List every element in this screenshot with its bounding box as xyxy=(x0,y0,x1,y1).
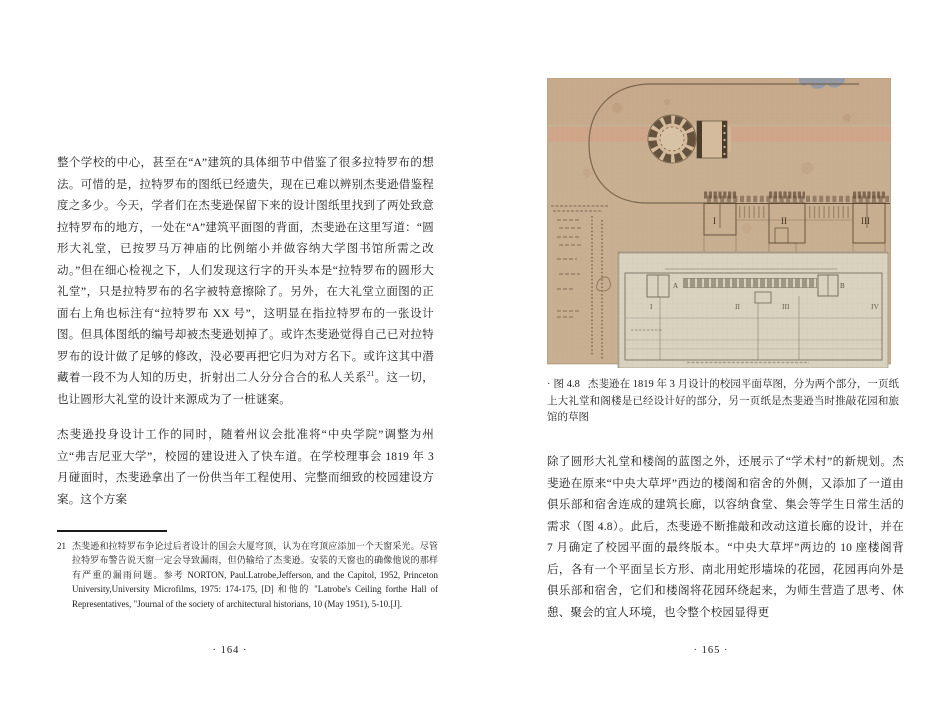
footnote xyxy=(57,539,438,612)
paragraph-2: 杰斐逊投身设计工作的同时，随着州议会批准将“中央学院”调整为州立“弗吉尼亚大学”，校园的建设进入了快车道。在学校理事会 1819 年 3 月碰面时，杰斐逊拿出了一份供当年工程使用、完整而细致的校园建设方案。这个方案 xyxy=(57,429,434,506)
section-label-2: II xyxy=(735,302,740,311)
lower-sheet-drawing xyxy=(618,252,888,368)
block-label-a: A xyxy=(673,282,679,290)
right-body-text xyxy=(547,452,904,624)
block-label-b: B xyxy=(840,282,845,290)
caption-text: 杰斐逊在 1819 年 3 月设计的校园平面草图，分为两个部分，一页纸上大礼堂和阁楼是已经设计好的部分，另一页纸是杰斐逊当时推敲花园和旅馆的草图 xyxy=(547,379,900,423)
footnote-number: 21 xyxy=(57,540,66,551)
pavilion-label-1: I xyxy=(713,216,716,226)
paragraph-right: 除了圆形大礼堂和楼阁的蓝图之外，还展示了“学术村”的新规划。杰斐逊在原来“中央大草坪”西边的楼阁和宿舍的外侧，又添加了一道由俱乐部和宿舍连成的建筑长廊，以容纳食堂、集会等学生日常生活的需求（图 4.8）。此后，杰斐逊不断推敲和改动这道长廊的设计，并在 7 月确定了校园平面的最终版本。“中央大草坪”两边的 10 座楼阁背后，各有一个平面呈长方形、南北用蛇形墙垛的花园，花园再向外是俱乐部和宿舍，它们和楼阁将花园环绕起来，为师生营造了思考、休憩、聚会的宜人环境，也令整个校园显得更 xyxy=(547,456,904,619)
section-label-3: III xyxy=(782,302,790,311)
figure-4-8 xyxy=(547,78,891,368)
paragraph-1 xyxy=(57,153,434,411)
paragraph-1-continued: 。这一切，也让圆形大礼堂的设计来源成为了一桩谜案。 xyxy=(57,372,435,406)
footnote-text: 杰斐逊和拉特罗布争论过后者设计的国会大厦穹顶，认为在穹顶应添加一个天窗采光。尽管拉特罗布警告说天窗一定会导致漏雨，但仍输给了杰斐逊。安装的天窗也的确像他说的那样有严重的漏雨问题。参考 NORTON, Paul.Latrobe,Jefferson, and the Capitol, 1952, Princeton University,University Microfilms, 1975: 174-175, [D] 和他的 "Latrobe's Ceiling forthe Hall of Representatives, "Journal of the society of architectural historians, 10 (May 1951), 5-10.[J]. xyxy=(72,540,438,609)
footnote-rule xyxy=(57,530,167,532)
caption-bullet: · xyxy=(547,379,551,390)
section-label-4: IV xyxy=(871,302,879,311)
paragraph-1-text: 整个学校的中心，甚至在“A”建筑的具体细节中借鉴了很多拉特罗布的想法。可惜的是，拉特罗布的图纸已经遗失，现在已难以辨别杰斐逊借鉴程度之多少。今天，学者们在杰斐逊保留下来的设计图纸里找到了两处致意拉特罗布的地方，一处在“A”建筑平面图的背面，杰斐逊在这里写道：“圆形大礼堂，已按罗马万神庙的比例缩小并做容纳大学图书馆所需之改动。”但在细心检视之下，人们发现这行字的开头本是“拉特罗布的圆形大礼堂”，只是拉特罗布的名字被特意擦除了。另外，在大礼堂立面图的正面右上角也标注有“拉特罗布 XX 号”，这明显在指拉特罗布的一张设计图。但具体图纸的编号却被杰斐逊划掉了。或许杰斐逊觉得自己已对拉特罗布的设计做了足够的修改，没必要再把它归为对方名下。或许这其中潜藏着一段不为人知的历史，折射出二人分分合合的私人关系 xyxy=(57,157,434,384)
rotunda-drawing xyxy=(648,115,731,163)
figure-caption xyxy=(547,377,899,427)
caption-label: 图 4.8 xyxy=(553,379,580,390)
left-body-text xyxy=(57,153,434,511)
section-label-1: I xyxy=(650,302,653,311)
pavilion-label-2: II xyxy=(781,216,787,226)
campus-plan-drawing xyxy=(547,78,891,368)
page-number-left: · 164 · xyxy=(212,645,248,656)
footnote-reference: 21 xyxy=(366,369,375,379)
footnote-block xyxy=(57,530,438,611)
page-number-right: · 165 · xyxy=(693,645,729,656)
pavilion-label-3: III xyxy=(861,216,870,226)
